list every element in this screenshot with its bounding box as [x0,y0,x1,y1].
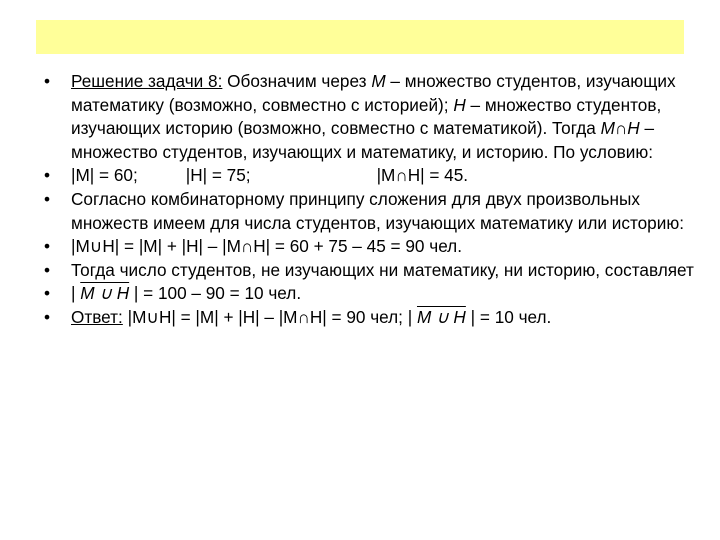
bullet: • [44,188,51,209]
complement-result: = 100 – 90 = 10 чел. [138,283,302,304]
bullet: • [44,283,51,304]
list-item-solution [44,70,694,164]
list-item-complement-intro [44,259,694,283]
set-m-symbol: M [600,118,615,139]
abs-bar: | [71,283,81,304]
bullet: • [44,259,51,280]
intersection-symbol: ∩ [614,118,628,139]
bullet: • [44,306,51,327]
text-segment: – множество студентов, изучающих математику (возможно, совместно с историей); [71,71,676,115]
text-segment: – множество студентов, изучающих и математику, и историю. По условию: [71,118,655,162]
bullet: • [44,71,51,91]
principle-text: Согласно комбинаторному принципу сложения для двух произвольных множеств имеем для числа студентов, изучающих математику или историю: [71,188,685,233]
given-m: |M| = 60; [71,165,138,186]
answer-label: Ответ: [71,306,123,327]
answer-complement-expression: M ∪ H [416,306,466,327]
union-formula: |M∪H| = |M| + |H| – |M∩H| = 60 + 75 – 45 = 90 чел. [71,236,462,257]
set-h-symbol: H [453,94,466,115]
complement-intro-text: Тогда число студентов, не изучающих ни математику, ни историю, составляет [71,259,694,280]
complement-expression: M ∪ H [80,283,130,304]
text-segment: Обозначим через [222,71,372,91]
slide-body [44,70,694,330]
abs-bar: | [129,283,139,304]
slide-title-bar [36,20,684,54]
given-h: |H| = 75; [185,165,251,186]
set-m-symbol: M [371,71,386,91]
list-item-union-formula [44,235,694,259]
list-item-principle [44,188,694,235]
bullet: • [44,236,51,257]
answer-text: |M∪H| = |M| + |H| – |M∩H| = 90 чел; | [122,306,413,327]
set-h-symbol: H [627,118,640,139]
text-segment: – множество студентов, изучающих историю (возможно, совместно с математикой). Тогда [71,94,662,139]
list-item-complement-calc [44,282,694,306]
bullet: • [44,165,51,186]
given-m-intersect-h: |M∩H| = 45. [376,165,469,186]
list-item-answer [44,306,694,330]
list-item-given [44,164,694,188]
solution-label: Решение задачи 8: [71,71,223,91]
answer-result: | = 10 чел. [470,306,552,327]
